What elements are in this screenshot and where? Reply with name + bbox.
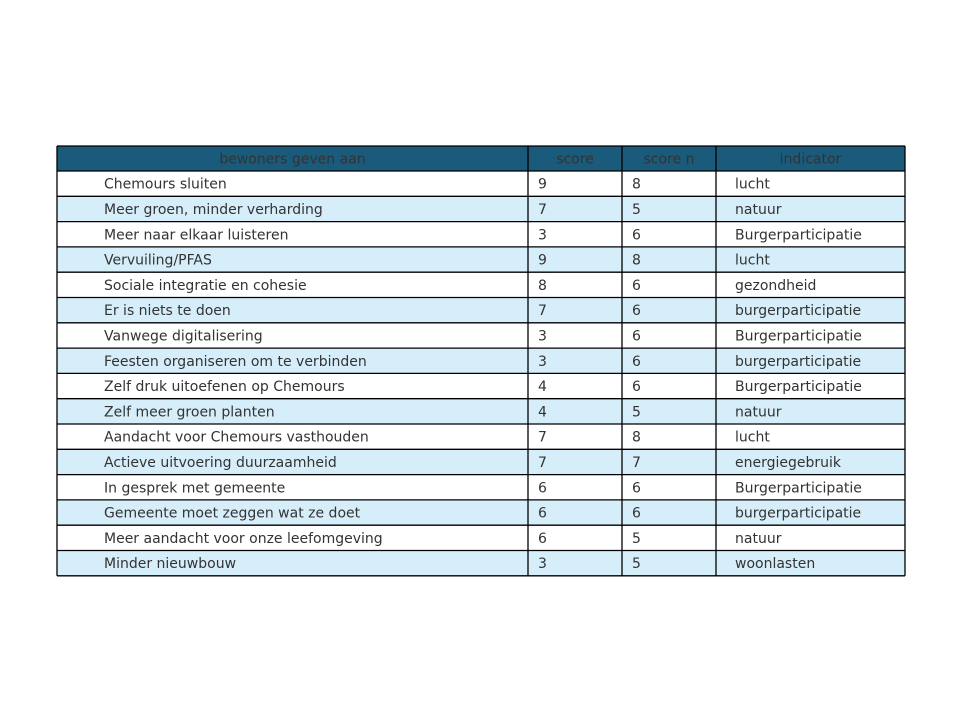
table-cell: Meer groen, minder verharding [104, 201, 323, 218]
table-cell: woonlasten [735, 556, 816, 573]
table-cell: Zelf meer groen planten [104, 404, 275, 421]
table-cell: lucht [735, 176, 770, 193]
table-cell: 6 [632, 328, 641, 345]
table-row [57, 272, 905, 297]
table-row [57, 449, 905, 474]
table-cell: 6 [632, 303, 641, 320]
table-cell: 5 [632, 404, 641, 421]
table-cell: 7 [538, 429, 547, 446]
column-header: score [556, 151, 594, 168]
table-cell: 6 [632, 353, 641, 370]
table-cell: Burgerparticipatie [735, 328, 862, 345]
table-row [57, 551, 905, 576]
table-cell: 4 [538, 404, 547, 421]
table-cell: 5 [632, 201, 641, 218]
table-cell: Burgerparticipatie [735, 480, 862, 497]
table-row [57, 475, 905, 500]
table-row [57, 500, 905, 525]
table-cell: natuur [735, 530, 782, 547]
table-cell: lucht [735, 429, 770, 446]
table-cell: lucht [735, 252, 770, 269]
table-cell: 5 [632, 530, 641, 547]
table-cell: Meer aandacht voor onze leefomgeving [104, 530, 383, 547]
column-header: bewoners geven aan [219, 151, 366, 168]
table-row [57, 247, 905, 272]
table-cell: Meer naar elkaar luisteren [104, 227, 289, 244]
table-cell: Feesten organiseren om te verbinden [104, 353, 367, 370]
table-header [57, 146, 905, 171]
table-cell: 6 [632, 505, 641, 522]
table-cell: 6 [632, 277, 641, 294]
table-cell: 6 [632, 379, 641, 396]
table-cell: Gemeente moet zeggen wat ze doet [104, 505, 361, 522]
table-row [57, 171, 905, 196]
table-cell: Aandacht voor Chemours vasthouden [104, 429, 369, 446]
table-cell: 3 [538, 328, 547, 345]
table-cell: Burgerparticipatie [735, 379, 862, 396]
table-row [57, 348, 905, 373]
table-cell: natuur [735, 404, 782, 421]
column-header: score n [643, 151, 695, 168]
table-cell: energiegebruik [735, 454, 842, 471]
table-cell: Burgerparticipatie [735, 227, 862, 244]
table-row [57, 373, 905, 398]
table-row [57, 323, 905, 348]
table-cell: 8 [632, 429, 641, 446]
table-cell: 6 [632, 480, 641, 497]
table-cell: 3 [538, 353, 547, 370]
table-cell: Zelf druk uitoefenen op Chemours [104, 379, 345, 396]
table-cell: 6 [538, 530, 547, 547]
table-cell: Sociale integratie en cohesie [104, 277, 307, 294]
table-cell: In gesprek met gemeente [104, 480, 286, 497]
table-cell: Vervuiling/PFAS [104, 252, 212, 269]
table-cell: 5 [632, 556, 641, 573]
table-cell: Er is niets te doen [104, 303, 231, 320]
table-cell: gezondheid [735, 277, 817, 294]
table-cell: 3 [538, 227, 547, 244]
table-cell: Chemours sluiten [104, 176, 227, 193]
table-cell: Actieve uitvoering duurzaamheid [104, 454, 337, 471]
table-row [57, 399, 905, 424]
table-cell: Vanwege digitalisering [104, 328, 263, 345]
table-cell: 8 [632, 252, 641, 269]
table-row [57, 424, 905, 449]
table-cell: 6 [538, 480, 547, 497]
table-cell: burgerparticipatie [735, 505, 862, 522]
table-cell: 7 [538, 201, 547, 218]
table-cell: 3 [538, 556, 547, 573]
table-cell: 8 [538, 277, 547, 294]
table-cell: 4 [538, 379, 547, 396]
table-cell: 7 [538, 454, 547, 471]
table-row [57, 298, 905, 323]
header-background [57, 146, 905, 171]
table-cell: 7 [632, 454, 641, 471]
table-cell: burgerparticipatie [735, 303, 862, 320]
table-cell: natuur [735, 201, 782, 218]
table-cell: 6 [538, 505, 547, 522]
table-cell: 6 [632, 227, 641, 244]
table-cell: 9 [538, 176, 547, 193]
table-cell: 7 [538, 303, 547, 320]
table-row [57, 196, 905, 221]
table-cell: Minder nieuwbouw [104, 556, 237, 573]
table-cell: burgerparticipatie [735, 353, 862, 370]
table-row [57, 525, 905, 550]
column-header: indicator [779, 151, 842, 168]
table-cell: 9 [538, 252, 547, 269]
table-cell: 8 [632, 176, 641, 193]
table-row [57, 222, 905, 247]
